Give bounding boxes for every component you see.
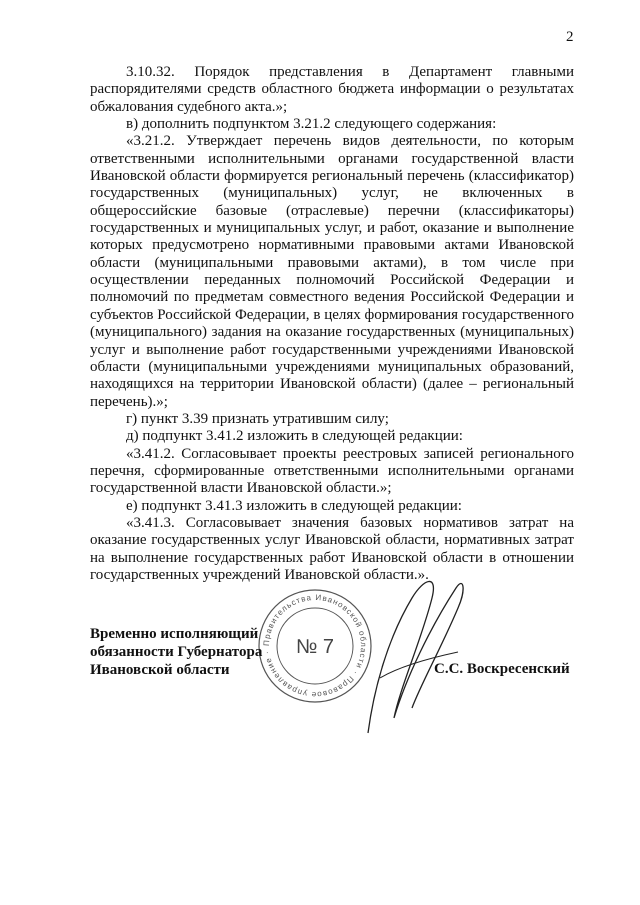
signatory-position: [90, 625, 310, 679]
paragraph-item-e: е) подпункт 3.41.3 изложить в следующей редакции:: [126, 497, 462, 514]
signatory-name: С.С. Воскресенский: [434, 661, 570, 677]
handwritten-signature: [360, 568, 470, 738]
paragraph-3-41-2: «3.41.2. Согласовывает проекты реестровых записей регионального перечня, сформированные ответственными исполнительными органами государственной власти Ивановской области.»;: [90, 445, 574, 497]
paragraph-3-10-32: 3.10.32. Порядок представления в Департамент главными распорядителями средств областного бюджета информации о результатах обжалования судебного акта.»;: [90, 64, 574, 115]
signatory-position-line: Временно исполняющий: [90, 626, 259, 642]
page-number: 2: [566, 29, 574, 45]
paragraph-item-d: д) подпункт 3.41.2 изложить в следующей редакции:: [126, 428, 463, 445]
signatory-position-line: обязанности Губернатора: [90, 644, 263, 660]
stamp-ring-text: Правительства Ивановской области ∙ Правовое управление ∙: [261, 592, 369, 700]
signatory-position-line: Ивановской области: [90, 662, 230, 678]
paragraph-3-41-3: «3.41.3. Согласовывает значения базовых нормативов затрат на оказание государственных услуг Ивановской области, нормативных затрат на выполнение государственных работ Ивановской области в отношении государственных учреждений Ивановской области.».: [90, 514, 574, 583]
paragraph-3-21-2: «3.21.2. Утверждает перечень видов деятельности, по которым ответственными исполнительными органами государственной власти Ивановской области формируется региональный перечень (классификатор) государственных (муниципальных) услуг, не включенных в общероссийские базовые (отраслевые) перечни (классификаторы) государственных и муниципальных услуг, и работ, оказание и выполнение которых предусмотрено нормативными правовыми актами Ивановской области (муниципальными правовыми актами), в том числе при осуществлении переданных полномочий Российской Федерации и полномочий по предметам совместного ведения Российской Федерации и субъектов Российской Федерации, в целях формирования государственного (муниципального) задания на оказание государственных (муниципальных) услуг и выполнение работ государственными учреждениями Ивановской области (муниципальными учреждениями муниципальных образований, находящихся на территории Ивановской области) (далее – региональный перечень).»;: [90, 133, 574, 410]
paragraph-item-g: г) пункт 3.39 признать утратившим силу;: [126, 410, 389, 427]
stamp-number: № 7: [295, 636, 335, 658]
paragraph-item-v: в) дополнить подпунктом 3.21.2 следующего содержания:: [126, 116, 497, 133]
document-body: [90, 64, 574, 584]
